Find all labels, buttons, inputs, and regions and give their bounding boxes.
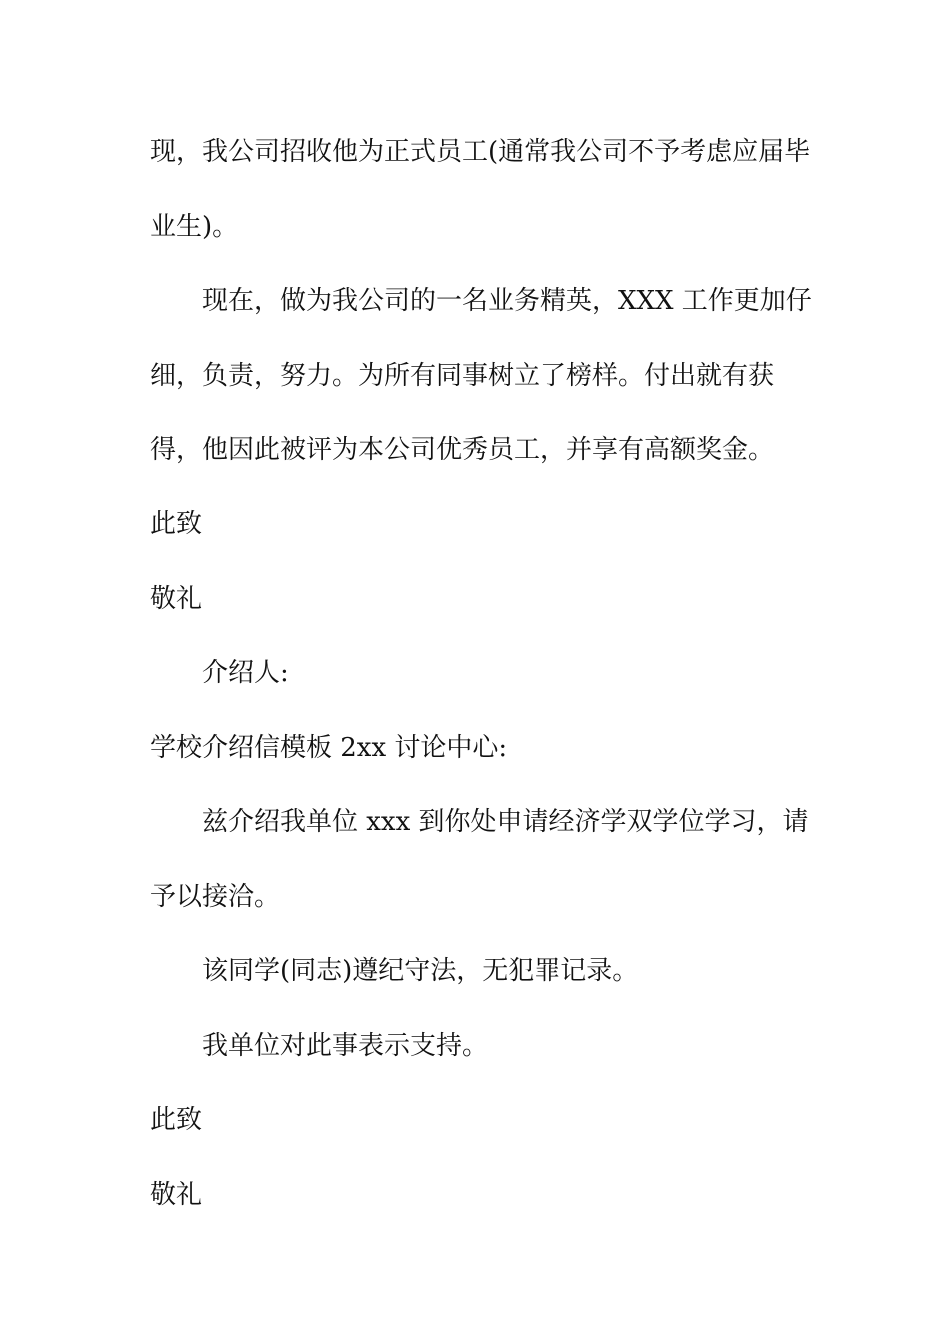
closing-salutation: 此致 — [150, 509, 203, 539]
paragraph-line: 现在，做为我公司的一名业务精英，XXX 工作更加仔 — [202, 286, 812, 316]
paragraph-line: 兹介绍我单位 xxx 到你处申请经济学双学位学习，请 — [202, 807, 809, 837]
paragraph-line: 该同学(同志)遵纪守法，无犯罪记录。 — [202, 956, 639, 986]
paragraph-line: 业生)。 — [150, 212, 239, 242]
letter-heading: 学校介绍信模板 2xx 讨论中心: — [150, 733, 508, 763]
introducer-label: 介绍人: — [202, 658, 289, 688]
paragraph-line: 得，他因此被评为本公司优秀员工，并享有高额奖金。 — [150, 435, 775, 465]
closing-regards: 敬礼 — [150, 584, 203, 614]
closing-salutation: 此致 — [150, 1105, 203, 1135]
paragraph-line: 现，我公司招收他为正式员工(通常我公司不予考虑应届毕 — [150, 137, 811, 167]
closing-regards: 敬礼 — [150, 1180, 203, 1210]
paragraph-line: 予以接洽。 — [150, 882, 281, 912]
paragraph-line: 我单位对此事表示支持。 — [202, 1031, 489, 1061]
paragraph-line: 细，负责，努力。为所有同事树立了榜样。付出就有获 — [150, 361, 775, 391]
